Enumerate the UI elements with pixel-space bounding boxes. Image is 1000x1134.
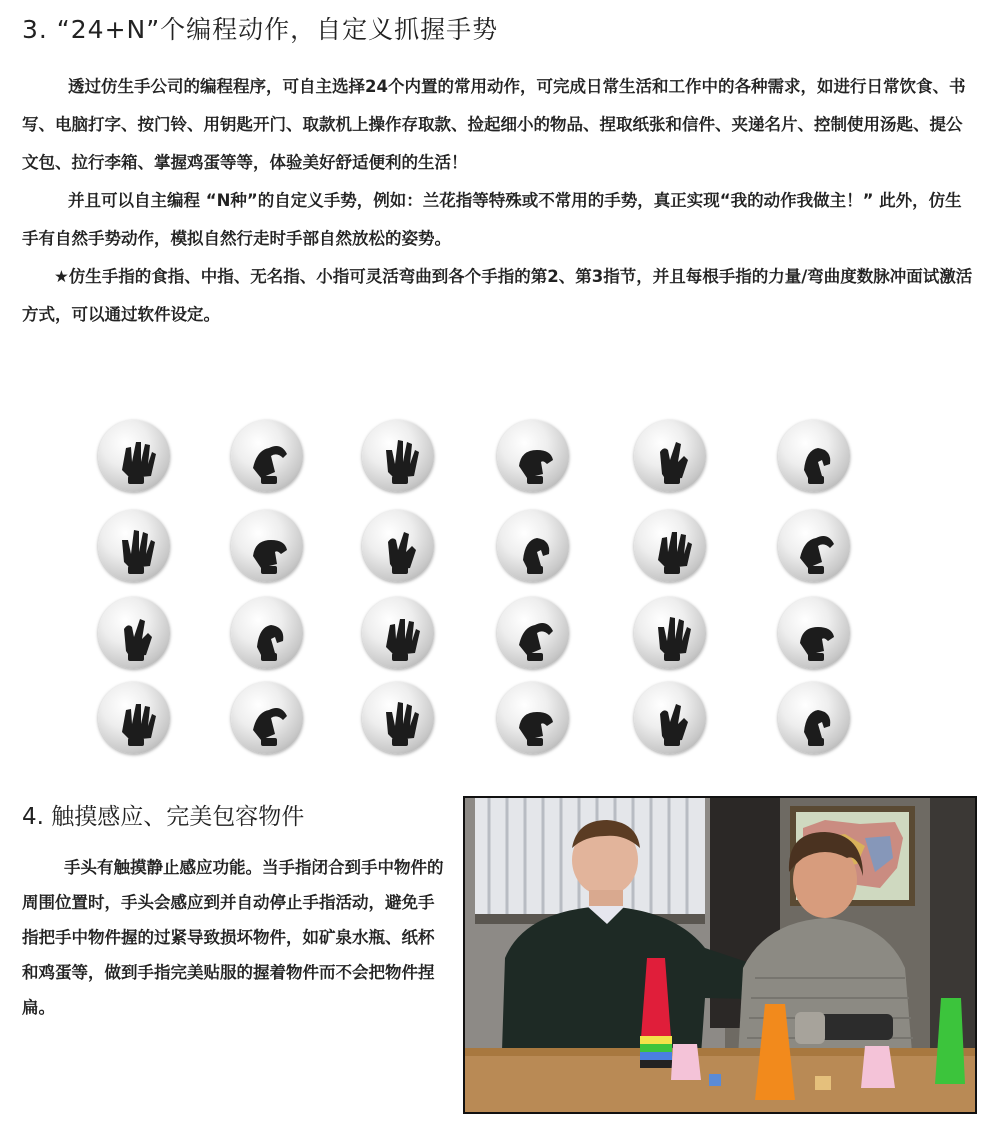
bionic-hand-gesture-icon — [231, 420, 303, 492]
bionic-hand-gesture-icon — [231, 597, 303, 669]
bionic-hand-gesture-icon — [497, 682, 569, 754]
section-4-heading: 4. 触摸感应、完美包容物件 — [22, 804, 305, 830]
section-4-paragraph: 手头有触摸静止感应功能。当手指闭合到手中物件的周围位置时，手头会感应到并自动停止手指活动，避免手指把手中物件握的过紧导致损坏物件，如矿泉水瓶、纸杯和鸡蛋等，做到手指完美贴服的握着物件而不会把物件捏扁。 — [22, 858, 444, 1017]
bionic-hand-gesture-icon — [634, 597, 706, 669]
bionic-hand-gesture-icon — [634, 510, 706, 582]
bionic-hand-gesture-icon — [634, 682, 706, 754]
bionic-hand-gesture-icon — [497, 597, 569, 669]
bionic-hand-gesture-icon — [778, 682, 850, 754]
bionic-hand-gesture-icon — [362, 682, 434, 754]
section-3-heading: 3. “24+N”个编程动作，自定义抓握手势 — [22, 15, 499, 44]
bionic-hand-gesture-icon — [231, 682, 303, 754]
bionic-hand-gesture-icon — [362, 420, 434, 492]
bionic-hand-gesture-icon — [778, 597, 850, 669]
bionic-hand-gesture-icon — [362, 510, 434, 582]
bionic-hand-gesture-icon — [634, 420, 706, 492]
bionic-hand-gesture-icon — [98, 597, 170, 669]
demo-photo — [463, 796, 977, 1114]
bionic-hand-gesture-icon — [778, 420, 850, 492]
bionic-hand-gesture-icon — [98, 510, 170, 582]
section-3-paragraph-2: 并且可以自主编程 “N种”的自定义手势，例如：兰花指等特殊或不常用的手势，真正实现“我的动作我做主！” 此外，仿生手有自然手势动作，模拟自然行走时手部自然放松的姿势。 — [22, 191, 962, 248]
bionic-hand-gesture-icon — [497, 510, 569, 582]
bionic-hand-gesture-icon — [778, 510, 850, 582]
section-3-paragraph-3: ★仿生手指的食指、中指、无名指、小指可灵活弯曲到各个手指的第2、第3指节，并且每根手指的力量/弯曲度数脉冲面试激活方式，可以通过软件设定。 — [22, 267, 973, 324]
gesture-grid — [98, 420, 868, 765]
bionic-hand-gesture-icon — [98, 682, 170, 754]
bionic-hand-gesture-icon — [231, 510, 303, 582]
section-3-paragraph-1: 透过仿生手公司的编程程序，可自主选择24个内置的常用动作，可完成日常生活和工作中的各种需求，如进行日常饮食、书写、电脑打字、按门铃、用钥匙开门、取款机上操作存取款、捡起细小的物品、捏取纸张和信件、夹递名片、控制使用汤匙、提公文包、拉行李箱、掌握鸡蛋等等，体验美好舒适便利的生活！ — [22, 77, 966, 172]
bionic-hand-gesture-icon — [497, 420, 569, 492]
bionic-hand-gesture-icon — [98, 420, 170, 492]
bionic-hand-gesture-icon — [362, 597, 434, 669]
